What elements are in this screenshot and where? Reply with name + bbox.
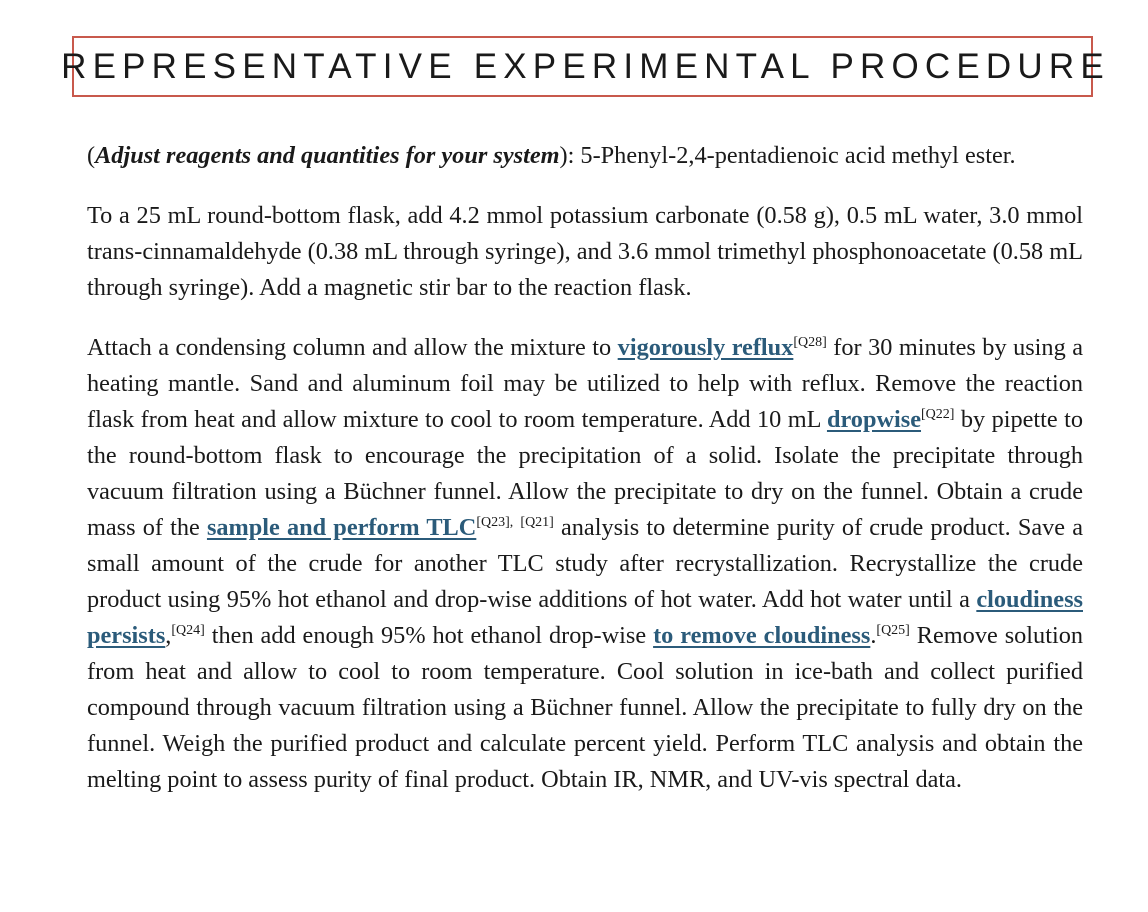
procedure-body [87, 138, 1083, 798]
link-cloudiness-persists[interactable]: cloudiness persists [87, 586, 1083, 649]
text-segment: Attach a condensing column and allow the mixture to [87, 334, 618, 361]
text-segment: for 30 minutes by using a heating mantle. Sand and aluminum foil may be utilized to help with reflux. Remove the reaction flask from heat and allow mixture to cool to room temperature. Add 10 mL [87, 334, 1083, 433]
ref-q21: [Q21] [520, 515, 554, 530]
adjust-note: Adjust reagents and quantities for your system [95, 142, 560, 169]
text-segment: analysis to determine purity of crude product. Save a small amount of the crude for another TLC study after recrystallization. Recrystallize the crude product using 95% hot ethanol and drop-wise additions of hot water. Add hot water until a [87, 514, 1083, 613]
link-dropwise[interactable]: dropwise [826, 406, 922, 433]
ref-q28: [Q28] [793, 335, 827, 350]
ref-q23: [Q23], [476, 515, 514, 530]
open-paren: ( [87, 142, 96, 169]
text-segment: then add enough 95% hot ethanol drop-wise [204, 622, 654, 649]
paragraph-intro [87, 138, 1083, 174]
text-segment: , [165, 622, 172, 649]
link-to-remove-cloudiness[interactable]: to remove cloudiness [653, 622, 871, 649]
title-box [61, 36, 1110, 97]
paragraph-procedure [87, 330, 1083, 798]
ref-q24: [Q24] [171, 623, 205, 638]
page-title: REPRESENTATIVE EXPERIMENTAL PROCEDURE [61, 46, 1110, 86]
compound-name: ): 5-Phenyl-2,4-pentadienoic acid methyl ester. [559, 142, 1016, 169]
ref-q25: [Q25] [876, 623, 910, 638]
link-vigorously-reflux[interactable]: vigorously reflux [617, 334, 794, 361]
link-sample-and-perform-tlc[interactable]: sample and perform TLC [206, 514, 477, 541]
text-segment: Remove solution from heat and allow to cool to room temperature. Cool solution in ice-bath and collect purified compound through vacuum filtration using a Büchner funnel. Allow the precipitate to fully dry on the funnel. Weigh the purified product and calculate percent yield. Perform TLC analysis and obtain the melting point to assess purity of final product. Obtain IR, NMR, and UV-vis spectral data. [87, 622, 1084, 793]
text-segment: by pipette to the round-bottom flask to encourage the precipitation of a solid. Isolate the precipitate through vacuum filtration using a Büchner funnel. Allow the precipitate to dry on the funnel. Obtain a crude mass of the [87, 406, 1083, 541]
text-segment: . [870, 622, 877, 649]
ref-q22: [Q22] [921, 407, 955, 422]
paragraph-setup: To a 25 mL round-bottom flask, add 4.2 mmol potassium carbonate (0.58 g), 0.5 mL water, 3.0 mmol trans-cinnamaldehyde (0.38 mL through syringe), and 3.6 mmol trimethyl phosphonoacetate (0.58 mL through syringe). Add a magnetic stir bar to the reaction flask. [87, 202, 1083, 301]
